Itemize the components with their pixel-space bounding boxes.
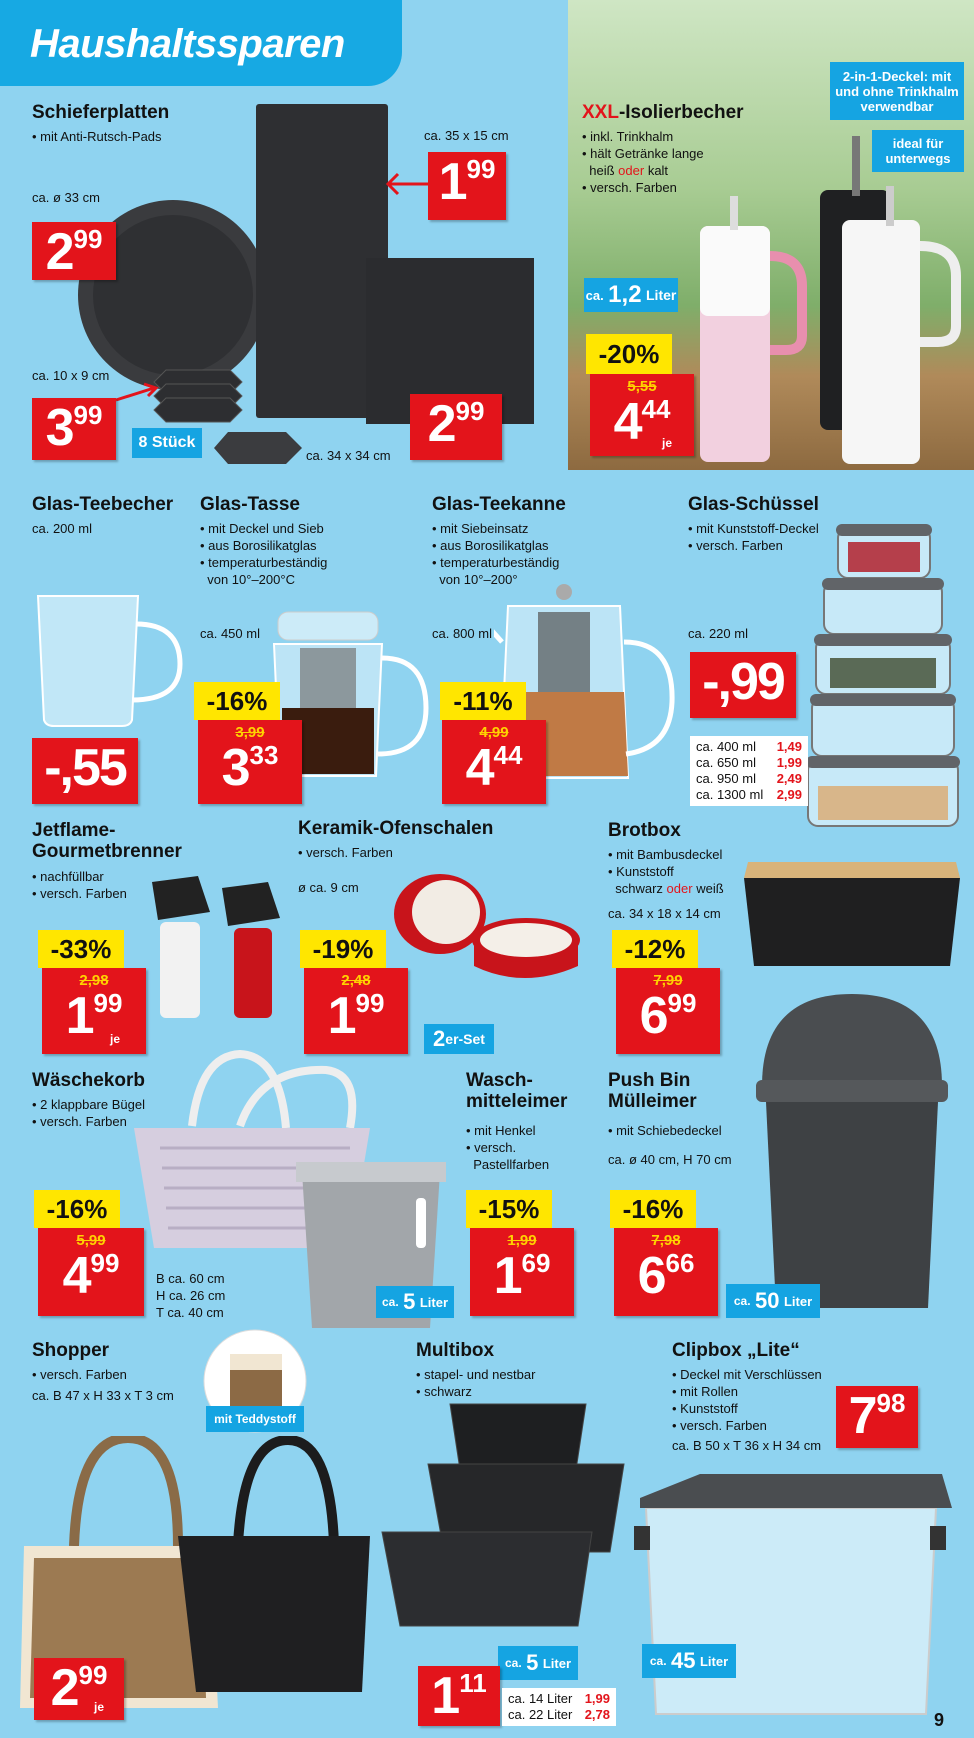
tasse-discount: -16%	[194, 682, 280, 720]
size-price: 1,99	[584, 1691, 610, 1706]
size-row	[508, 1707, 610, 1723]
bullet: • versch. Farben	[32, 886, 127, 901]
title-xxl: XXL	[582, 102, 619, 123]
bullet: • versch. Farben	[582, 180, 677, 195]
clipbox-price	[836, 1386, 918, 1448]
je-label: je	[662, 436, 673, 450]
isolier-bullets	[582, 128, 704, 196]
wascheimer-title	[466, 1070, 567, 1112]
pushbin-price	[614, 1228, 718, 1316]
tasse-price	[198, 720, 302, 804]
price-cents: 69	[521, 1248, 551, 1278]
multibox-stack-image	[380, 1400, 628, 1630]
size-label: ca. 400 ml	[696, 739, 756, 754]
bullet: • mit Henkel	[466, 1123, 536, 1138]
title-line: mitteleimer	[466, 1091, 568, 1112]
header-banner	[0, 0, 402, 86]
bullet: • versch. Farben	[688, 538, 783, 553]
bullet: • inkl. Trinkhalm	[582, 129, 674, 144]
price-cents: 99	[73, 224, 103, 254]
schiefer-long-size: ca. 35 x 15 cm	[424, 128, 509, 143]
teekanne-bullets	[432, 520, 559, 588]
volume-ca: ca.	[649, 1654, 667, 1668]
size-row	[696, 787, 802, 803]
teebecher-title: Glas-Teebecher	[32, 494, 174, 515]
coaster-count-badge: 8 Stück	[132, 428, 202, 458]
title-line: Mülleimer	[608, 1091, 697, 1112]
bullet: • mit Bambusdeckel	[608, 847, 723, 862]
clipbox-volume-badge	[642, 1644, 736, 1678]
schiefer-bullets	[32, 128, 162, 145]
tasse-size: ca. 450 ml	[200, 626, 260, 641]
bullet: • nachfüllbar	[32, 869, 104, 884]
volume-unit: Liter	[419, 1294, 448, 1310]
isolier-travel-badge: ideal für unterwegs	[872, 130, 964, 172]
ramekins-image	[382, 866, 592, 996]
bullet: • versch. Farben	[32, 1367, 127, 1382]
teebecher-price	[32, 738, 138, 804]
teekanne-price	[442, 720, 546, 804]
bullet: • temperaturbeständig	[200, 555, 328, 570]
price-cents: 99	[90, 1248, 120, 1278]
tasse-bullets	[200, 520, 327, 588]
isolier-title	[582, 102, 744, 123]
shopper-price	[34, 1658, 124, 1720]
size-price: 1,49	[776, 739, 802, 754]
price-main: 1	[493, 1247, 521, 1305]
bullet: • mit Siebeinsatz	[432, 521, 529, 536]
price-cents: 99	[455, 396, 485, 426]
shopper-size: ca. B 47 x H 33 x T 3 cm	[32, 1388, 174, 1403]
bullet: von 10°–200°C	[200, 572, 295, 587]
volume-ca: ca.	[585, 287, 604, 303]
bullet: • mit Rollen	[672, 1384, 738, 1399]
set-text: er-Set	[445, 1031, 485, 1047]
ofenschalen-title: Keramik-Ofenschalen	[298, 818, 494, 839]
price-cents: ,55	[59, 739, 126, 797]
pushbin-bullets	[608, 1122, 722, 1139]
je-label: je	[110, 1032, 121, 1046]
bullet: • Deckel mit Verschlüssen	[672, 1367, 822, 1382]
schiefer-coaster-price	[32, 398, 116, 460]
bread-box-image	[740, 850, 966, 972]
wascheimer-price	[470, 1228, 574, 1316]
wascheimer-discount: -15%	[466, 1190, 552, 1228]
size-price: 2,78	[584, 1707, 610, 1722]
bullet: • versch. Farben	[672, 1418, 767, 1433]
bullet: • Kunststoff	[672, 1401, 738, 1416]
ofenschalen-size: ø ca. 9 cm	[298, 880, 359, 895]
size-label: ca. 14 Liter	[508, 1691, 573, 1706]
size-label: ca. 22 Liter	[508, 1707, 573, 1722]
volume-unit: Liter	[646, 287, 677, 303]
bullet: Pastellfarben	[466, 1157, 550, 1172]
price-cents: 44	[493, 740, 523, 770]
pushbin-size: ca. ø 40 cm, H 70 cm	[608, 1152, 732, 1167]
shopper-title: Shopper	[32, 1340, 110, 1361]
volume-ca: ca.	[733, 1294, 751, 1308]
waeschekorb-discount: -16%	[34, 1190, 120, 1228]
schiefer-square-price	[410, 394, 502, 460]
volume-value: 50	[755, 1288, 780, 1313]
volume-value: 5	[403, 1289, 416, 1314]
old-price: 5,55	[627, 378, 657, 395]
ofenschalen-discount: -19%	[300, 930, 386, 968]
bullet: von 10°–200°	[432, 572, 518, 587]
volume-unit: Liter	[783, 1293, 813, 1309]
bullet: • 2 klappbare Bügel	[32, 1097, 145, 1112]
price-main: 3	[221, 739, 249, 797]
price-cents: 99	[93, 988, 123, 1018]
price-main: 1	[438, 153, 466, 211]
size-label: ca. 950 ml	[696, 771, 756, 786]
schiefer-title: Schieferplatten	[32, 102, 170, 123]
clipbox-image	[626, 1468, 956, 1728]
price-main: 6	[639, 987, 667, 1045]
brenner-title	[32, 820, 182, 862]
multibox-title: Multibox	[416, 1340, 495, 1361]
bullet: • hält Getränke lange	[582, 146, 704, 161]
old-price: 4,99	[479, 724, 509, 741]
color-b: weiß	[696, 881, 724, 896]
old-price: 2,98	[79, 972, 109, 989]
glass-bowls-image	[804, 522, 962, 832]
volume-ca: ca.	[504, 1656, 522, 1670]
ofenschalen-set-badge	[424, 1024, 494, 1054]
bullet: • stapel- und nestbar	[416, 1367, 536, 1382]
multibox-bullets	[416, 1366, 535, 1400]
brotbox-discount: -12%	[612, 930, 698, 968]
old-price: 3,99	[235, 724, 265, 741]
word-oder: oder	[618, 163, 645, 178]
tea-glass-image	[34, 590, 184, 730]
price-main: 4	[465, 739, 493, 797]
price-main: 4	[62, 1247, 90, 1305]
coaster-image	[210, 428, 306, 468]
ofenschalen-bullets	[298, 844, 393, 861]
schuessel-bullets	[688, 520, 819, 554]
multibox-price	[418, 1666, 500, 1726]
isolier-price	[590, 374, 694, 456]
wascheimer-volume-badge	[376, 1286, 454, 1318]
shopper-bullets	[32, 1366, 127, 1383]
schuessel-title: Glas-Schüssel	[688, 494, 819, 515]
teekanne-title: Glas-Teekanne	[432, 494, 566, 515]
size-price: 2,99	[776, 787, 802, 802]
schiefer-round-size: ca. ø 33 cm	[32, 190, 100, 205]
size-row	[508, 1691, 610, 1707]
volume-unit: Liter	[542, 1655, 571, 1671]
price-cents: 99	[73, 400, 103, 430]
teebecher-sub: ca. 200 ml	[32, 521, 92, 536]
schiefer-square-size: ca. 34 x 34 cm	[306, 448, 391, 463]
bullet: • aus Borosilikatglas	[432, 538, 549, 553]
price-main: 7	[848, 1387, 876, 1445]
title-rest: -Isolierbecher	[618, 102, 744, 123]
size-row	[696, 739, 802, 755]
waeschekorb-bullets	[32, 1096, 145, 1130]
teekanne-discount: -11%	[440, 682, 526, 720]
old-price: 2,48	[341, 972, 371, 989]
price-main: 2	[45, 223, 73, 280]
set-number: 2	[433, 1026, 446, 1051]
brenner-bullets	[32, 868, 127, 902]
price-cents: 99	[355, 988, 385, 1018]
dim: B ca. 60 cm	[156, 1271, 225, 1286]
multibox-volume-badge	[498, 1646, 578, 1680]
price-cents: 11	[459, 1668, 487, 1698]
bullet: • versch. Farben	[298, 845, 393, 860]
volume-value: 45	[671, 1648, 696, 1673]
title-line: Gourmetbrenner	[32, 841, 182, 862]
tumbler-cups-image	[690, 136, 966, 466]
wascheimer-bullets	[466, 1122, 549, 1173]
price-cents: 44	[641, 394, 671, 424]
clipbox-title: Clipbox „Lite“	[672, 1340, 800, 1361]
old-price: 5,99	[76, 1232, 106, 1249]
bullet: • aus Borosilikatglas	[200, 538, 317, 553]
clipbox-size: ca. B 50 x T 36 x H 34 cm	[672, 1438, 822, 1453]
size-label: ca. 650 ml	[696, 755, 756, 770]
price-main: 4	[613, 393, 641, 451]
volume-value: 1,2	[608, 281, 642, 308]
waeschekorb-price	[38, 1228, 144, 1316]
title-line: Wasch-	[466, 1070, 533, 1091]
price-cents: 99	[466, 154, 496, 184]
color-or: oder	[666, 881, 693, 896]
price-main: 1	[431, 1667, 459, 1725]
schuessel-price	[690, 652, 796, 718]
isolier-discount: -20%	[586, 334, 672, 374]
title-line: Push Bin	[608, 1070, 691, 1091]
shopper-teddy-badge: mit Teddystoff	[206, 1406, 304, 1432]
word-kalt: kalt	[647, 163, 669, 178]
push-bin-image	[752, 990, 952, 1312]
volume-unit: Liter	[699, 1653, 729, 1669]
bullet: • mit Kunststoff-Deckel	[688, 521, 819, 536]
schuessel-size: ca. 220 ml	[688, 626, 748, 641]
bullet: • Kunststoff	[608, 864, 674, 879]
coaster-stack-image	[150, 362, 246, 432]
volume-ca: ca.	[381, 1295, 399, 1309]
schiefer-coaster-size: ca. 10 x 9 cm	[32, 368, 110, 383]
price-main: -,99	[702, 653, 784, 711]
price-main: 2	[427, 395, 455, 453]
brotbox-size: ca. 34 x 18 x 14 cm	[608, 906, 721, 921]
page-title: Haushaltssparen	[30, 22, 345, 66]
price-main: 3	[45, 399, 73, 457]
word-heiss: heiß	[589, 163, 615, 178]
schiefer-round-price	[32, 222, 116, 280]
pushbin-discount: -16%	[610, 1190, 696, 1228]
price-main: 1	[65, 987, 93, 1045]
size-price: 1,99	[776, 755, 802, 770]
brenner-discount: -33%	[38, 930, 124, 968]
dim: T ca. 40 cm	[156, 1305, 224, 1320]
title-line: Jetflame-	[32, 820, 116, 841]
price-main: 6	[637, 1247, 665, 1305]
bullet: • temperaturbeständig	[432, 555, 560, 570]
price-main: 1	[327, 987, 355, 1045]
brotbox-bullets	[608, 846, 724, 897]
ofenschalen-price	[304, 968, 408, 1054]
schuessel-size-list	[690, 736, 808, 806]
bullet: • versch.	[466, 1140, 517, 1155]
isolier-lid-badge: 2-in-1-Deckel: mit und ohne Trinkhalm verwendbar	[830, 62, 964, 120]
arrow-left-icon	[384, 170, 430, 198]
price-main: -	[44, 739, 60, 797]
brenner-price	[42, 968, 146, 1054]
bullet: • mit Deckel und Sieb	[200, 521, 324, 536]
waeschekorb-dims	[156, 1270, 225, 1321]
waeschekorb-title: Wäschekorb	[32, 1070, 145, 1091]
bullet: • mit Schiebedeckel	[608, 1123, 722, 1138]
brotbox-title: Brotbox	[608, 820, 681, 841]
price-main: 2	[50, 1659, 78, 1717]
price-cents: 33	[249, 740, 279, 770]
price-cents: 99	[667, 988, 697, 1018]
je-label: je	[94, 1700, 105, 1714]
multibox-size-list	[502, 1688, 616, 1726]
old-price: 7,98	[651, 1232, 681, 1249]
bullet: • schwarz	[416, 1384, 472, 1399]
bullet	[608, 880, 724, 897]
price-cents: 98	[876, 1388, 906, 1418]
volume-value: 5	[526, 1650, 539, 1675]
bullet	[582, 162, 704, 179]
clipbox-bullets	[672, 1366, 822, 1434]
bullet: • versch. Farben	[32, 1114, 127, 1129]
color-a: schwarz	[615, 881, 663, 896]
price-cents: 66	[665, 1248, 695, 1278]
size-row	[696, 755, 802, 771]
size-price: 2,49	[776, 771, 802, 786]
page-number: 9	[934, 1710, 945, 1730]
pushbin-title	[608, 1070, 697, 1112]
schiefer-long-price	[428, 152, 506, 220]
tasse-title: Glas-Tasse	[200, 494, 300, 515]
size-label: ca. 1300 ml	[696, 787, 764, 802]
brotbox-price	[616, 968, 720, 1054]
isolier-volume-badge	[584, 278, 678, 312]
teekanne-size: ca. 800 ml	[432, 626, 492, 641]
gas-torch-image	[138, 872, 298, 1022]
bullet: • mit Anti-Rutsch-Pads	[32, 129, 162, 144]
pushbin-volume-badge	[726, 1284, 820, 1318]
price-cents: 99	[78, 1660, 108, 1690]
size-row	[696, 771, 802, 787]
old-price: 7,99	[653, 972, 683, 989]
old-price: 1,99	[507, 1232, 537, 1249]
dim: H ca. 26 cm	[156, 1288, 226, 1303]
